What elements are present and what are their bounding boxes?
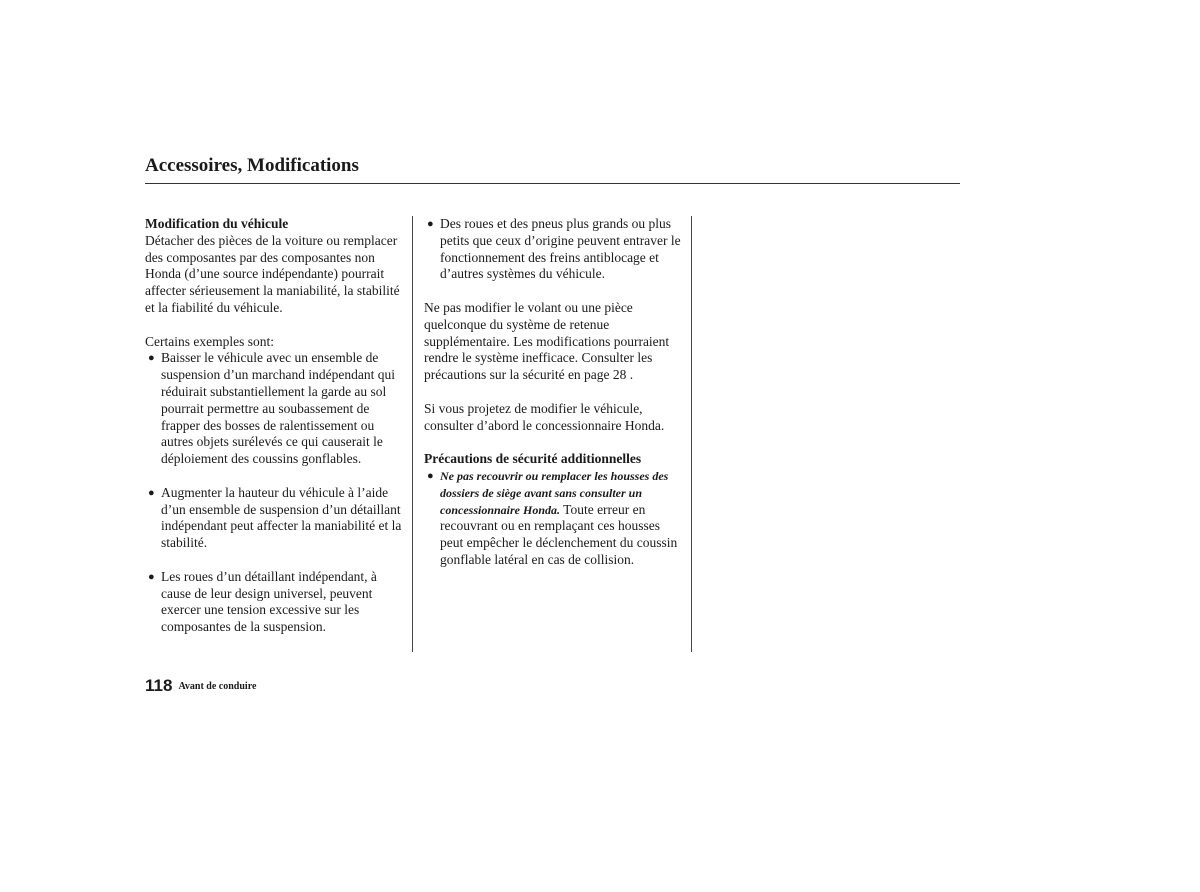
list-item [145, 350, 407, 468]
page-number: 118 [145, 676, 173, 695]
intro-paragraph: Détacher des pièces de la voiture ou remplacer des composantes par des composantes non Honda (d’une source indépendante) pourrait affecter sérieusement la maniabilité, la stabilité et la fiabilité du véhicule. [145, 232, 400, 315]
bullet-icon: ● [148, 570, 155, 583]
left-column [145, 216, 407, 636]
list-item [424, 468, 686, 569]
bullet-icon: ● [148, 486, 155, 499]
steering-warning-paragraph: Ne pas modifier le volant ou une pièce quelconque du système de retenue supplémentaire. Les modifications pourraient rendre le système inefficace. Consulter les précautions sur la sécurité en page 28 . [424, 299, 670, 383]
bullet-icon: ● [427, 469, 434, 482]
middle-column [424, 216, 686, 569]
list-item-text: Augmenter la hauteur du véhicule à l’aide d’un ensemble de suspension d’un détaillant indépendant peut affecter la maniabilité et la stabilité. [161, 484, 402, 551]
section-heading-safety-precautions: Précautions de sécurité additionnelles [424, 451, 642, 467]
page-footer [145, 675, 256, 697]
list-item-text: Baisser le véhicule avec un ensemble de suspension d’un marchand indépendant qui réduirait substantiellement la garde au sol pourrait permettre au soubassement de frapper des bosses de ralentissement ou autres objets surélevés ce qui causerait le déploiement des coussins gonflables. [161, 350, 395, 467]
list-item-text: Des roues et des pneus plus grands ou plus petits que ceux d’origine peuvent entraver le fonctionnement des freins antiblocage et d’autres systèmes du véhicule. [440, 216, 681, 282]
bullet-icon: ● [148, 352, 155, 365]
list-item [145, 569, 407, 636]
column-divider [691, 216, 692, 652]
bullet-icon: ● [427, 218, 434, 230]
column-divider [412, 216, 413, 652]
examples-label: Certains exemples sont: [145, 333, 274, 349]
page-title: Accessoires, Modifications [145, 155, 359, 176]
list-item-text: Les roues d’un détaillant indépendant, à cause de leur design universel, peuvent exercer une tension excessive sur les composantes de la suspension. [161, 568, 377, 635]
list-item-text: Toute erreur en recouvrant ou en remplaçant ces housses peut empêcher le déclenchement du coussin gonflable latéral en cas de collision. [440, 501, 678, 567]
dealer-advice-paragraph: Si vous projetez de modifier le véhicule, consulter d’abord le concessionnaire Honda. [424, 400, 665, 433]
title-divider [145, 183, 960, 184]
section-heading-vehicle-modification: Modification du véhicule [145, 216, 289, 231]
emphasized-warning-text: Ne pas recouvrir ou remplacer les housses des dossiers de siège avant sans consulter un concessionnaire Honda. [440, 468, 669, 517]
list-item [145, 485, 407, 552]
footer-section-name: Avant de conduire [178, 681, 257, 692]
list-item [424, 216, 686, 283]
